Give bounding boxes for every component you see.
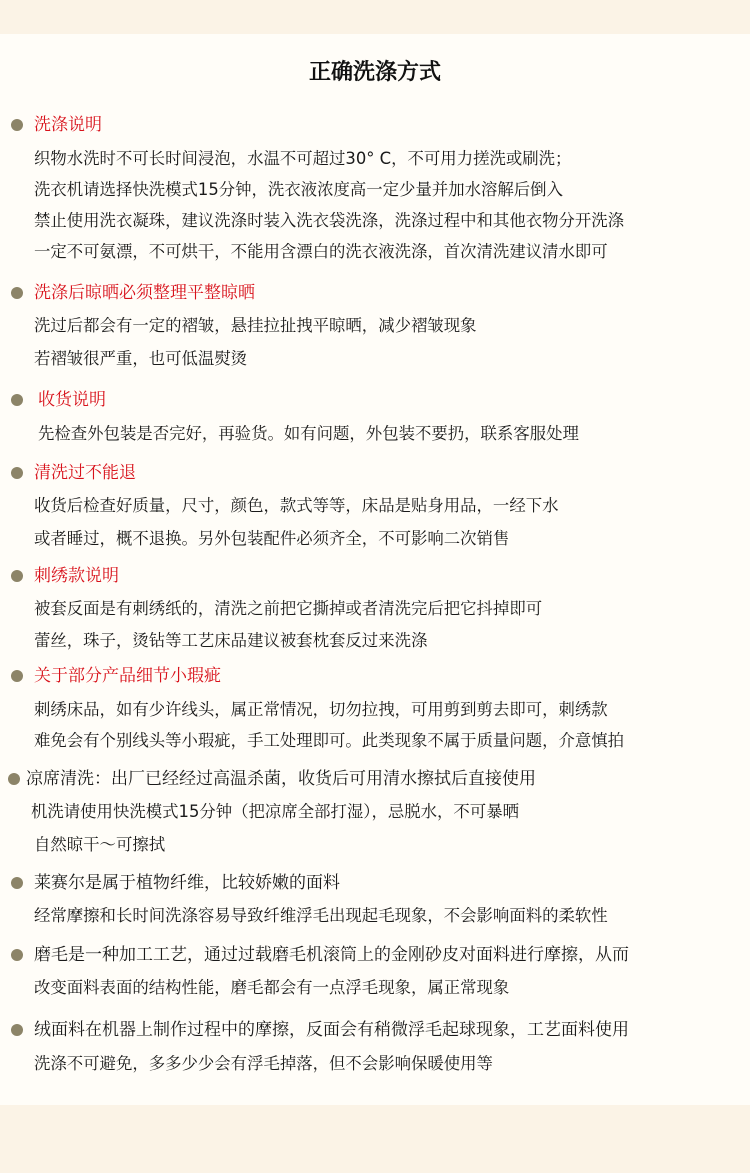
bullet-dot-icon [11, 1024, 23, 1036]
section-line: 一定不可氨漂，不可烘干，不能用含漂白的洗衣液洗涤，首次清洗建议清水即可 [34, 242, 608, 261]
section-heading: 凉席清洗：出厂已经经过高温杀菌，收货后可用清水擦拭后直接使用 [26, 769, 536, 789]
section-line: 机洗请使用快洗模式15分钟（把凉席全部打湿），忌脱水，不可暴晒 [31, 802, 519, 821]
section-heading: 洗涤后晾晒必须整理平整晾晒 [34, 283, 255, 303]
section-line: 禁止使用洗衣凝珠，建议洗涤时装入洗衣袋洗涤，洗涤过程中和其他衣物分开洗涤 [34, 211, 625, 230]
section-line: 刺绣床品，如有少许线头，属正常情况，切勿拉拽，可用剪到剪去即可，刺绣款 [34, 700, 608, 719]
content-card [0, 34, 750, 1105]
section-line: 织物水洗时不可长时间浸泡，水温不可超过30° C，不可用力搓洗或刷洗； [34, 149, 572, 168]
section-heading: 收货说明 [38, 390, 106, 410]
section-line: 收货后检查好质量，尺寸，颜色，款式等等，床品是贴身用品，一经下水 [34, 496, 559, 515]
section-heading: 绒面料在机器上制作过程中的摩擦，反面会有稍微浮毛起球现象，工艺面料使用 [34, 1020, 629, 1040]
section-heading: 刺绣款说明 [34, 566, 119, 586]
section-line: 改变面料表面的结构性能，磨毛都会有一点浮毛现象，属正常现象 [34, 978, 510, 997]
page-title: 正确洗涤方式 [308, 60, 441, 85]
section-heading: 磨毛是一种加工工艺，通过过载磨毛机滚筒上的金刚砂皮对面料进行摩擦，从而 [34, 945, 629, 965]
bullet-dot-icon [11, 119, 23, 131]
bullet-dot-icon [11, 467, 23, 479]
bullet-dot-icon [11, 287, 23, 299]
section-line: 难免会有个别线头等小瑕疵，手工处理即可。此类现象不属于质量问题，介意慎拍 [34, 731, 625, 750]
section-line: 洗过后都会有一定的褶皱，悬挂拉扯拽平晾晒，减少褶皱现象 [34, 316, 477, 335]
section-heading: 关于部分产品细节小瑕疵 [34, 666, 221, 686]
bullet-dot-icon [11, 877, 23, 889]
bullet-dot-icon [8, 773, 20, 785]
section-heading: 清洗过不能退 [34, 463, 136, 483]
bullet-dot-icon [11, 670, 23, 682]
section-line: 先检查外包装是否完好，再验货。如有问题，外包装不要扔，联系客服处理 [38, 424, 579, 443]
section-line: 自然晾干～可擦拭 [34, 835, 166, 854]
section-heading: 莱赛尔是属于植物纤维，比较娇嫩的面料 [34, 873, 340, 893]
bullet-dot-icon [11, 394, 23, 406]
section-heading: 洗涤说明 [34, 115, 102, 135]
bullet-dot-icon [11, 570, 23, 582]
section-line: 或者睡过，概不退换。另外包装配件必须齐全，不可影响二次销售 [34, 529, 510, 548]
section-line: 洗衣机请选择快洗模式15分钟，洗衣液浓度高一定少量并加水溶解后倒入 [34, 180, 563, 199]
section-line: 经常摩擦和长时间洗涤容易导致纤维浮毛出现起毛现象，不会影响面料的柔软性 [34, 906, 608, 925]
section-line: 被套反面是有刺绣纸的，清洗之前把它撕掉或者清洗完后把它抖掉即可 [34, 599, 543, 618]
section-line: 蕾丝，珠子，烫钻等工艺床品建议被套枕套反过来洗涤 [34, 631, 428, 650]
bullet-dot-icon [11, 949, 23, 961]
section-line: 洗涤不可避免，多多少少会有浮毛掉落，但不会影响保暖使用等 [34, 1054, 493, 1073]
section-line: 若褶皱很严重，也可低温熨烫 [34, 349, 248, 368]
